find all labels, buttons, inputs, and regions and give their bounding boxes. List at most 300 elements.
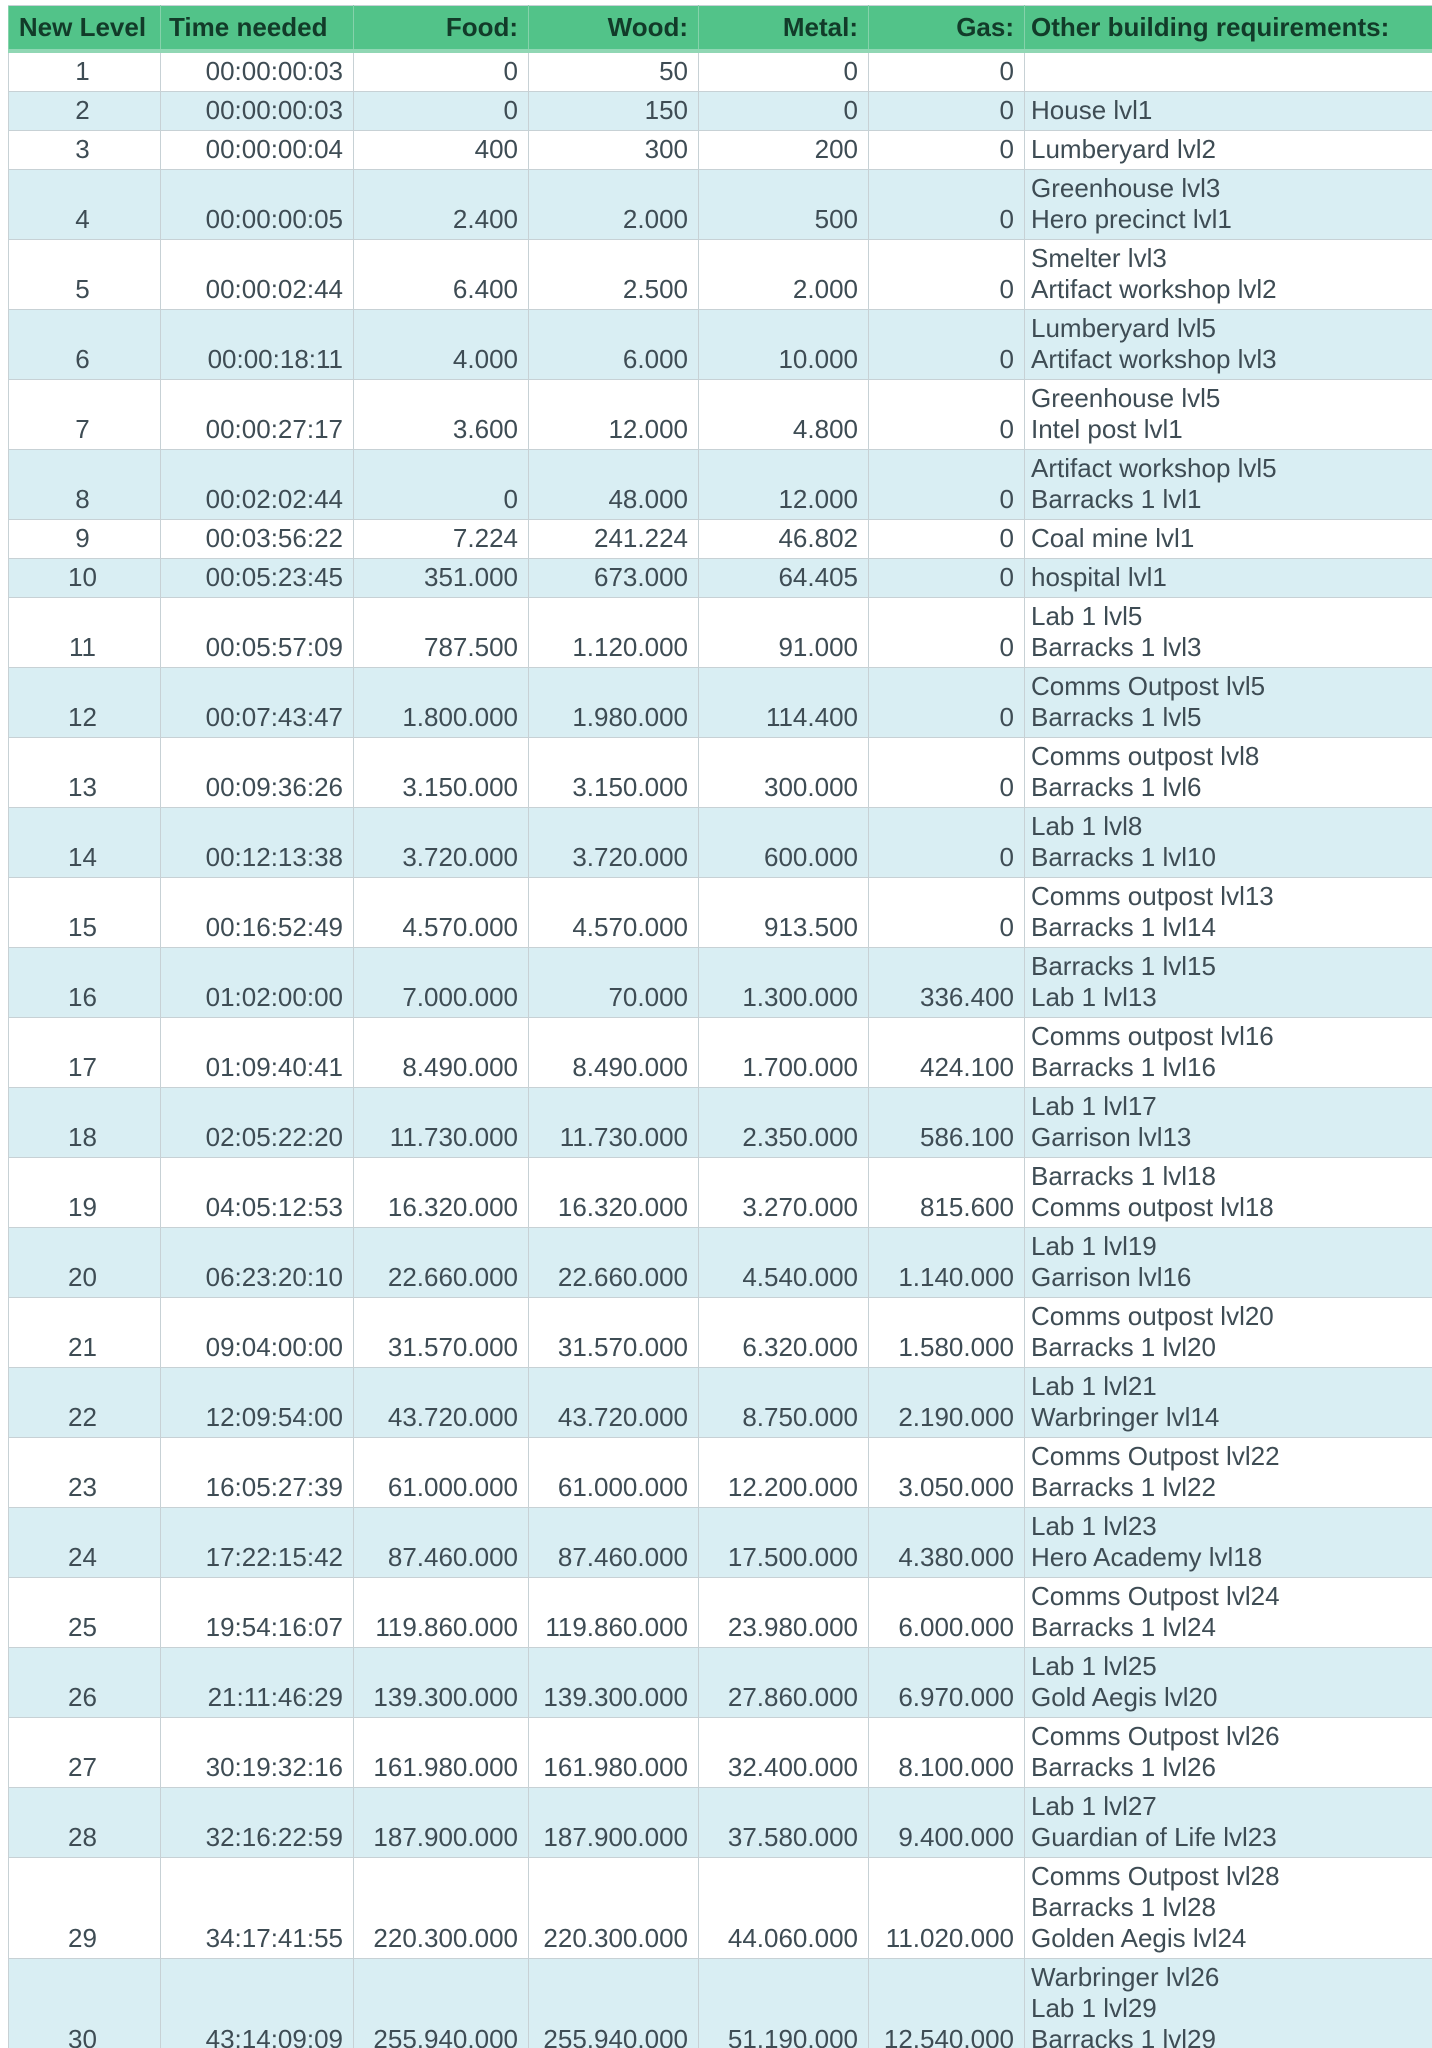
cell-gas: 586.100 (869, 1088, 1025, 1158)
cell-metal: 17.500.000 (699, 1508, 869, 1578)
table-row (9, 1578, 1432, 1648)
table-row (9, 520, 1432, 559)
cell-time-needed: 01:09:40:41 (161, 1018, 354, 1088)
requirement-line: Barracks 1 lvl14 (1031, 912, 1216, 942)
cell-time-needed: 09:04:00:00 (161, 1298, 354, 1368)
cell-wood: 300 (529, 131, 699, 170)
cell-metal: 0 (699, 92, 869, 131)
requirement-line: Garrison lvl13 (1031, 1122, 1192, 1152)
cell-new-level: 29 (9, 1858, 161, 1959)
requirement-line: Comms Outpost lvl5 (1031, 671, 1266, 701)
cell-wood: 2.500 (529, 240, 699, 310)
cell-gas: 0 (869, 878, 1025, 948)
cell-food: 7.224 (354, 520, 529, 559)
cell-other-requirements (1025, 1578, 1432, 1648)
requirement-line: Guardian of Life lvl23 (1031, 1822, 1277, 1852)
cell-gas: 6.970.000 (869, 1648, 1025, 1718)
table-row (9, 1298, 1432, 1368)
cell-gas: 9.400.000 (869, 1788, 1025, 1858)
cell-wood: 3.150.000 (529, 738, 699, 808)
requirement-line: Hero Academy lvl18 (1031, 1542, 1263, 1572)
cell-time-needed: 00:07:43:47 (161, 668, 354, 738)
cell-food: 2.400 (354, 170, 529, 240)
cell-metal: 0 (699, 51, 869, 92)
table-row (9, 310, 1432, 380)
cell-new-level: 18 (9, 1088, 161, 1158)
requirement-line: Lab 1 lvl27 (1031, 1791, 1157, 1821)
cell-food: 139.300.000 (354, 1648, 529, 1718)
requirement-line: Lumberyard lvl5 (1031, 313, 1216, 343)
table-row (9, 559, 1432, 598)
cell-other-requirements (1025, 520, 1432, 559)
cell-metal: 10.000 (699, 310, 869, 380)
header-row (9, 6, 1432, 52)
cell-food: 161.980.000 (354, 1718, 529, 1788)
cell-wood: 12.000 (529, 380, 699, 450)
cell-food: 31.570.000 (354, 1298, 529, 1368)
cell-metal: 12.200.000 (699, 1438, 869, 1508)
cell-gas: 2.190.000 (869, 1368, 1025, 1438)
cell-time-needed: 16:05:27:39 (161, 1438, 354, 1508)
cell-other-requirements (1025, 668, 1432, 738)
cell-new-level: 8 (9, 450, 161, 520)
cell-gas: 0 (869, 668, 1025, 738)
cell-time-needed: 04:05:12:53 (161, 1158, 354, 1228)
requirement-line: Gold Aegis lvl20 (1031, 1682, 1218, 1712)
col-header-metal: Metal: (699, 6, 869, 52)
table-row (9, 1959, 1432, 2048)
requirement-line: Barracks 1 lvl5 (1031, 702, 1202, 732)
col-header-food: Food: (354, 6, 529, 52)
cell-wood: 3.720.000 (529, 808, 699, 878)
cell-gas: 4.380.000 (869, 1508, 1025, 1578)
table-row (9, 131, 1432, 170)
cell-food: 187.900.000 (354, 1788, 529, 1858)
cell-new-level: 1 (9, 51, 161, 92)
cell-gas: 0 (869, 51, 1025, 92)
cell-gas: 0 (869, 310, 1025, 380)
cell-food: 43.720.000 (354, 1368, 529, 1438)
cell-time-needed: 01:02:00:00 (161, 948, 354, 1018)
cell-other-requirements (1025, 51, 1432, 92)
table-row (9, 738, 1432, 808)
cell-time-needed: 34:17:41:55 (161, 1858, 354, 1959)
cell-new-level: 27 (9, 1718, 161, 1788)
table-row (9, 1088, 1432, 1158)
requirement-line: Barracks 1 lvl16 (1031, 1052, 1216, 1082)
cell-other-requirements (1025, 738, 1432, 808)
cell-time-needed: 00:03:56:22 (161, 520, 354, 559)
cell-time-needed: 00:12:13:38 (161, 808, 354, 878)
cell-other-requirements (1025, 1648, 1432, 1718)
cell-metal: 64.405 (699, 559, 869, 598)
requirement-line: Lumberyard lvl2 (1031, 134, 1216, 164)
cell-metal: 44.060.000 (699, 1858, 869, 1959)
cell-food: 119.860.000 (354, 1578, 529, 1648)
cell-wood: 6.000 (529, 310, 699, 380)
cell-gas: 0 (869, 92, 1025, 131)
cell-wood: 4.570.000 (529, 878, 699, 948)
cell-other-requirements (1025, 1788, 1432, 1858)
cell-gas: 12.540.000 (869, 1959, 1025, 2048)
col-header-gas: Gas: (869, 6, 1025, 52)
cell-wood: 70.000 (529, 948, 699, 1018)
table-row (9, 170, 1432, 240)
cell-gas: 0 (869, 450, 1025, 520)
requirement-line: Greenhouse lvl3 (1031, 173, 1221, 203)
cell-wood: 8.490.000 (529, 1018, 699, 1088)
cell-wood: 1.120.000 (529, 598, 699, 668)
cell-food: 22.660.000 (354, 1228, 529, 1298)
cell-wood: 31.570.000 (529, 1298, 699, 1368)
cell-new-level: 23 (9, 1438, 161, 1508)
cell-wood: 673.000 (529, 559, 699, 598)
cell-gas: 424.100 (869, 1018, 1025, 1088)
cell-new-level: 26 (9, 1648, 161, 1718)
cell-time-needed: 00:00:00:05 (161, 170, 354, 240)
cell-new-level: 10 (9, 559, 161, 598)
requirement-line: Barracks 1 lvl29 (1031, 2024, 1216, 2048)
cell-other-requirements (1025, 1718, 1432, 1788)
cell-food: 1.800.000 (354, 668, 529, 738)
requirement-line: Barracks 1 lvl6 (1031, 772, 1202, 802)
requirement-line: Barracks 1 lvl28 (1031, 1892, 1216, 1922)
cell-other-requirements (1025, 948, 1432, 1018)
cell-new-level: 17 (9, 1018, 161, 1088)
cell-time-needed: 00:00:27:17 (161, 380, 354, 450)
cell-metal: 500 (699, 170, 869, 240)
cell-wood: 1.980.000 (529, 668, 699, 738)
cell-gas: 11.020.000 (869, 1858, 1025, 1959)
requirement-line: House lvl1 (1031, 95, 1153, 125)
cell-metal: 12.000 (699, 450, 869, 520)
table-row (9, 948, 1432, 1018)
cell-new-level: 24 (9, 1508, 161, 1578)
cell-metal: 1.300.000 (699, 948, 869, 1018)
cell-time-needed: 00:16:52:49 (161, 878, 354, 948)
cell-gas: 0 (869, 808, 1025, 878)
requirement-line: Comms outpost lvl18 (1031, 1192, 1274, 1222)
cell-metal: 46.802 (699, 520, 869, 559)
table-row (9, 1018, 1432, 1088)
requirement-line: Lab 1 lvl25 (1031, 1651, 1157, 1681)
cell-metal: 600.000 (699, 808, 869, 878)
requirement-line: Comms outpost lvl20 (1031, 1301, 1274, 1331)
cell-new-level: 22 (9, 1368, 161, 1438)
cell-time-needed: 00:00:00:04 (161, 131, 354, 170)
table-row (9, 51, 1432, 92)
table-row (9, 380, 1432, 450)
cell-wood: 61.000.000 (529, 1438, 699, 1508)
requirement-line: Barracks 1 lvl26 (1031, 1752, 1216, 1782)
cell-new-level: 4 (9, 170, 161, 240)
table-row (9, 668, 1432, 738)
cell-food: 0 (354, 450, 529, 520)
cell-new-level: 14 (9, 808, 161, 878)
cell-food: 351.000 (354, 559, 529, 598)
cell-metal: 4.800 (699, 380, 869, 450)
cell-other-requirements (1025, 598, 1432, 668)
cell-metal: 1.700.000 (699, 1018, 869, 1088)
requirement-line: Lab 1 lvl8 (1031, 811, 1143, 841)
cell-food: 0 (354, 92, 529, 131)
requirement-line: Golden Aegis lvl24 (1031, 1923, 1247, 1953)
requirement-line: Hero precinct lvl1 (1031, 204, 1232, 234)
cell-new-level: 7 (9, 380, 161, 450)
cell-gas: 0 (869, 170, 1025, 240)
cell-metal: 91.000 (699, 598, 869, 668)
cell-metal: 37.580.000 (699, 1788, 869, 1858)
cell-new-level: 19 (9, 1158, 161, 1228)
cell-time-needed: 21:11:46:29 (161, 1648, 354, 1718)
requirement-line: Comms Outpost lvl22 (1031, 1441, 1280, 1471)
cell-metal: 3.270.000 (699, 1158, 869, 1228)
cell-gas: 1.580.000 (869, 1298, 1025, 1368)
cell-other-requirements (1025, 1158, 1432, 1228)
table-row (9, 1368, 1432, 1438)
cell-new-level: 13 (9, 738, 161, 808)
requirement-line: hospital lvl1 (1031, 562, 1167, 592)
cell-metal: 114.400 (699, 668, 869, 738)
table-row (9, 1718, 1432, 1788)
cell-wood: 241.224 (529, 520, 699, 559)
table-row (9, 808, 1432, 878)
requirement-line: Lab 1 lvl21 (1031, 1371, 1157, 1401)
cell-time-needed: 00:09:36:26 (161, 738, 354, 808)
cell-time-needed: 32:16:22:59 (161, 1788, 354, 1858)
requirement-line: Comms Outpost lvl26 (1031, 1721, 1280, 1751)
cell-food: 3.600 (354, 380, 529, 450)
cell-food: 8.490.000 (354, 1018, 529, 1088)
cell-metal: 27.860.000 (699, 1648, 869, 1718)
cell-other-requirements (1025, 1368, 1432, 1438)
requirement-line: Intel post lvl1 (1031, 414, 1183, 444)
table-row (9, 92, 1432, 131)
cell-time-needed: 43:14:09:09 (161, 1959, 354, 2048)
cell-wood: 22.660.000 (529, 1228, 699, 1298)
cell-other-requirements (1025, 1298, 1432, 1368)
cell-new-level: 3 (9, 131, 161, 170)
cell-food: 4.570.000 (354, 878, 529, 948)
table-row (9, 878, 1432, 948)
table-row (9, 1648, 1432, 1718)
requirement-line: Greenhouse lvl5 (1031, 383, 1221, 413)
cell-food: 400 (354, 131, 529, 170)
requirement-line: Lab 1 lvl29 (1031, 1993, 1157, 2023)
cell-gas: 0 (869, 598, 1025, 668)
cell-other-requirements (1025, 1018, 1432, 1088)
cell-time-needed: 12:09:54:00 (161, 1368, 354, 1438)
requirement-line: Barracks 1 lvl3 (1031, 632, 1202, 662)
table-row (9, 1858, 1432, 1959)
cell-food: 220.300.000 (354, 1858, 529, 1959)
cell-other-requirements (1025, 170, 1432, 240)
cell-time-needed: 00:05:23:45 (161, 559, 354, 598)
cell-time-needed: 02:05:22:20 (161, 1088, 354, 1158)
cell-food: 16.320.000 (354, 1158, 529, 1228)
cell-gas: 0 (869, 738, 1025, 808)
requirement-line: Lab 1 lvl23 (1031, 1511, 1157, 1541)
cell-metal: 4.540.000 (699, 1228, 869, 1298)
cell-gas: 0 (869, 559, 1025, 598)
requirement-line: Artifact workshop lvl3 (1031, 344, 1277, 374)
cell-gas: 8.100.000 (869, 1718, 1025, 1788)
cell-time-needed: 06:23:20:10 (161, 1228, 354, 1298)
table-row (9, 1438, 1432, 1508)
cell-food: 0 (354, 51, 529, 92)
cell-metal: 300.000 (699, 738, 869, 808)
cell-other-requirements (1025, 92, 1432, 131)
requirement-line: Lab 1 lvl5 (1031, 601, 1143, 631)
cell-new-level: 15 (9, 878, 161, 948)
requirement-line: Barracks 1 lvl1 (1031, 484, 1202, 514)
cell-metal: 913.500 (699, 878, 869, 948)
cell-other-requirements (1025, 878, 1432, 948)
cell-gas: 0 (869, 380, 1025, 450)
requirement-line: Barracks 1 lvl10 (1031, 842, 1216, 872)
cell-metal: 2.350.000 (699, 1088, 869, 1158)
requirement-line: Lab 1 lvl17 (1031, 1091, 1157, 1121)
requirement-line: Barracks 1 lvl15 (1031, 951, 1216, 981)
cell-other-requirements (1025, 1088, 1432, 1158)
cell-food: 787.500 (354, 598, 529, 668)
cell-food: 11.730.000 (354, 1088, 529, 1158)
building-requirements-table (8, 5, 1432, 2048)
cell-metal: 8.750.000 (699, 1368, 869, 1438)
cell-wood: 48.000 (529, 450, 699, 520)
cell-other-requirements (1025, 559, 1432, 598)
cell-new-level: 25 (9, 1578, 161, 1648)
cell-other-requirements (1025, 1438, 1432, 1508)
cell-new-level: 6 (9, 310, 161, 380)
cell-new-level: 11 (9, 598, 161, 668)
table-row (9, 1158, 1432, 1228)
requirement-line: Barracks 1 lvl22 (1031, 1472, 1216, 1502)
cell-wood: 220.300.000 (529, 1858, 699, 1959)
cell-wood: 43.720.000 (529, 1368, 699, 1438)
requirement-line: Barracks 1 lvl20 (1031, 1332, 1216, 1362)
cell-wood: 2.000 (529, 170, 699, 240)
cell-gas: 815.600 (869, 1158, 1025, 1228)
col-header-other-requirements: Other building requirements: (1025, 6, 1432, 52)
cell-time-needed: 00:00:02:44 (161, 240, 354, 310)
cell-other-requirements (1025, 131, 1432, 170)
cell-wood: 161.980.000 (529, 1718, 699, 1788)
cell-new-level: 12 (9, 668, 161, 738)
requirement-line: Comms outpost lvl8 (1031, 741, 1260, 771)
cell-wood: 255.940.000 (529, 1959, 699, 2048)
requirement-line: Smelter lvl3 (1031, 243, 1167, 273)
cell-metal: 6.320.000 (699, 1298, 869, 1368)
col-header-wood: Wood: (529, 6, 699, 52)
requirement-line: Warbringer lvl26 (1031, 1962, 1220, 1992)
cell-food: 255.940.000 (354, 1959, 529, 2048)
cell-gas: 0 (869, 240, 1025, 310)
cell-other-requirements (1025, 240, 1432, 310)
cell-food: 3.720.000 (354, 808, 529, 878)
requirement-line: Artifact workshop lvl5 (1031, 453, 1277, 483)
requirement-line: Warbringer lvl14 (1031, 1402, 1220, 1432)
cell-new-level: 5 (9, 240, 161, 310)
requirement-line: Comms Outpost lvl24 (1031, 1581, 1280, 1611)
requirement-line: Comms outpost lvl13 (1031, 881, 1274, 911)
cell-other-requirements (1025, 1858, 1432, 1959)
cell-wood: 150 (529, 92, 699, 131)
cell-new-level: 16 (9, 948, 161, 1018)
cell-metal: 51.190.000 (699, 1959, 869, 2048)
requirement-line: Barracks 1 lvl24 (1031, 1612, 1216, 1642)
requirement-line: Garrison lvl16 (1031, 1262, 1192, 1292)
table-row (9, 240, 1432, 310)
cell-new-level: 30 (9, 1959, 161, 2048)
requirement-line: Comms Outpost lvl28 (1031, 1861, 1280, 1891)
cell-time-needed: 00:00:18:11 (161, 310, 354, 380)
cell-time-needed: 00:00:00:03 (161, 92, 354, 131)
cell-other-requirements (1025, 380, 1432, 450)
cell-food: 6.400 (354, 240, 529, 310)
cell-food: 3.150.000 (354, 738, 529, 808)
cell-metal: 2.000 (699, 240, 869, 310)
cell-metal: 23.980.000 (699, 1578, 869, 1648)
col-header-new-level: New Level (9, 6, 161, 52)
col-header-time-needed: Time needed (161, 6, 354, 52)
table-row (9, 1788, 1432, 1858)
cell-gas: 0 (869, 131, 1025, 170)
cell-time-needed: 30:19:32:16 (161, 1718, 354, 1788)
cell-time-needed: 17:22:15:42 (161, 1508, 354, 1578)
cell-gas: 336.400 (869, 948, 1025, 1018)
cell-time-needed: 00:02:02:44 (161, 450, 354, 520)
cell-new-level: 9 (9, 520, 161, 559)
cell-metal: 200 (699, 131, 869, 170)
requirement-line: Lab 1 lvl13 (1031, 982, 1157, 1012)
table-row (9, 1508, 1432, 1578)
cell-other-requirements (1025, 808, 1432, 878)
cell-new-level: 20 (9, 1228, 161, 1298)
cell-wood: 50 (529, 51, 699, 92)
cell-other-requirements (1025, 1959, 1432, 2048)
cell-wood: 119.860.000 (529, 1578, 699, 1648)
cell-gas: 0 (869, 520, 1025, 559)
cell-gas: 3.050.000 (869, 1438, 1025, 1508)
requirement-line: Barracks 1 lvl18 (1031, 1161, 1216, 1191)
cell-gas: 1.140.000 (869, 1228, 1025, 1298)
requirement-line: Comms outpost lvl16 (1031, 1021, 1274, 1051)
cell-time-needed: 00:05:57:09 (161, 598, 354, 668)
cell-wood: 139.300.000 (529, 1648, 699, 1718)
cell-gas: 6.000.000 (869, 1578, 1025, 1648)
cell-food: 87.460.000 (354, 1508, 529, 1578)
cell-other-requirements (1025, 1508, 1432, 1578)
table-row (9, 450, 1432, 520)
cell-time-needed: 19:54:16:07 (161, 1578, 354, 1648)
requirement-line: Artifact workshop lvl2 (1031, 274, 1277, 304)
cell-food: 4.000 (354, 310, 529, 380)
table-row (9, 598, 1432, 668)
cell-time-needed: 00:00:00:03 (161, 51, 354, 92)
cell-food: 7.000.000 (354, 948, 529, 1018)
cell-wood: 16.320.000 (529, 1158, 699, 1228)
cell-other-requirements (1025, 1228, 1432, 1298)
cell-food: 61.000.000 (354, 1438, 529, 1508)
cell-other-requirements (1025, 450, 1432, 520)
cell-wood: 11.730.000 (529, 1088, 699, 1158)
requirement-line: Coal mine lvl1 (1031, 523, 1195, 553)
cell-other-requirements (1025, 310, 1432, 380)
cell-new-level: 21 (9, 1298, 161, 1368)
cell-new-level: 28 (9, 1788, 161, 1858)
cell-new-level: 2 (9, 92, 161, 131)
